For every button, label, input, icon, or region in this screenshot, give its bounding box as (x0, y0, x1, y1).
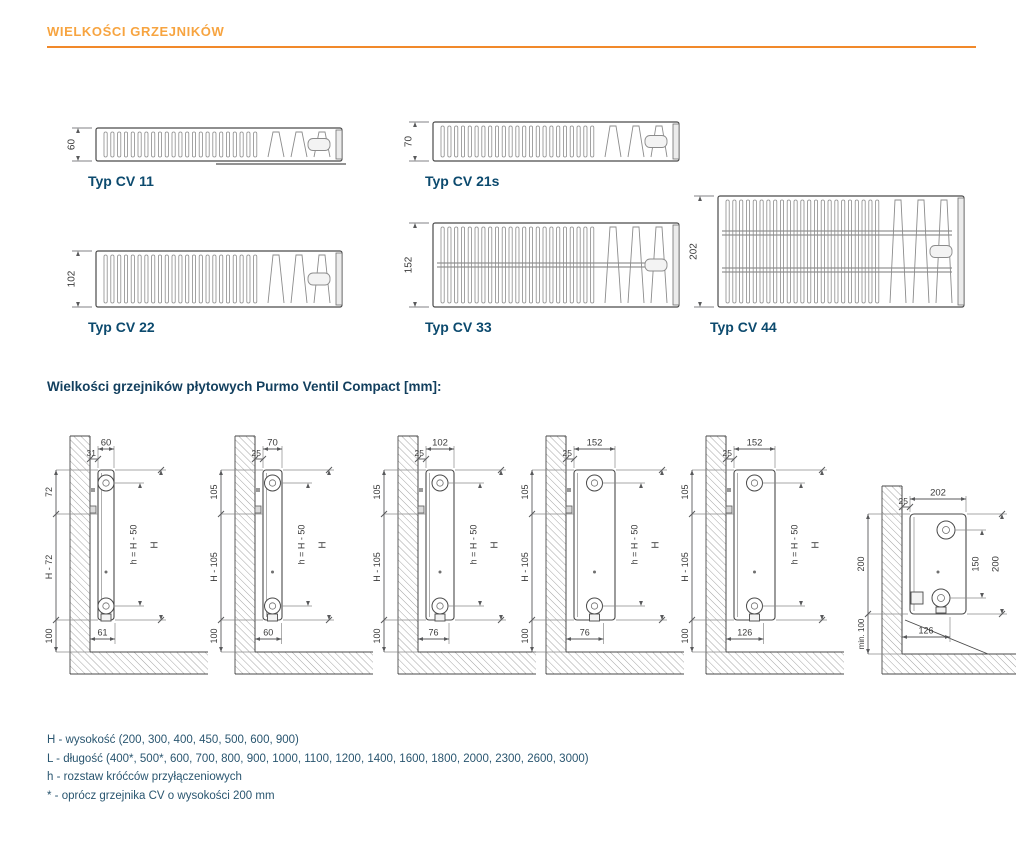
svg-text:126: 126 (737, 627, 753, 638)
cv11-type-label: Typ CV 11 (88, 173, 154, 189)
legend-line-H: H - wysokość (200, 300, 400, 450, 500, 600, 900) (47, 734, 299, 746)
svg-text:200: 200 (856, 556, 866, 572)
side-view-cv11 (40, 424, 212, 687)
side-view-cv44 (676, 424, 848, 687)
svg-text:60: 60 (263, 627, 274, 638)
side-view-cv22 (368, 424, 540, 687)
cv44-cross-section-drawing (680, 191, 970, 312)
cv22-side-view-drawing (368, 424, 540, 682)
cv11-cross-section-drawing (58, 123, 348, 166)
cv33-type-label: Typ CV 33 (425, 319, 492, 335)
svg-text:100: 100 (209, 628, 219, 644)
svg-text:70: 70 (267, 437, 278, 449)
cv21s-type-label: Typ CV 21s (425, 173, 500, 189)
section-title: Wielkości grzejników płytowych Purmo Ventil Compact [mm]: (47, 379, 442, 394)
svg-text:min. 100: min. 100 (857, 618, 866, 650)
svg-text:105: 105 (520, 484, 530, 500)
svg-text:202: 202 (688, 243, 700, 260)
svg-text:100: 100 (520, 628, 530, 644)
svg-text:202: 202 (930, 487, 946, 499)
svg-text:h = H - 50: h = H - 50 (296, 524, 307, 565)
cv33-cross-section-drawing (395, 218, 685, 312)
legend-line-L: L - długość (400*, 500*, 600, 700, 800, 900, 1000, 1100, 1200, 1400, 1600, 1800, 2000, 2300, 2600, 3000) (47, 752, 589, 765)
legend-line-star: * - oprócz grzejnika CV o wysokości 200 mm (47, 789, 275, 802)
svg-text:102: 102 (66, 270, 78, 288)
svg-text:H - 105: H - 105 (680, 552, 690, 582)
page-title: WIELKOŚCI GRZEJNIKÓW (47, 24, 225, 39)
svg-text:200: 200 (990, 556, 1002, 572)
svg-text:25: 25 (414, 448, 424, 458)
svg-text:H: H (149, 541, 161, 549)
svg-text:100: 100 (44, 628, 54, 644)
svg-text:61: 61 (97, 627, 108, 638)
cv22-type-label: Typ CV 22 (88, 319, 155, 335)
side-view-cv33 (516, 424, 688, 687)
svg-text:100: 100 (680, 628, 690, 644)
cv22-cross-section-drawing (58, 246, 348, 312)
cv44-side-view-drawing (676, 424, 848, 682)
svg-text:102: 102 (432, 437, 448, 449)
title-underline (47, 46, 976, 48)
svg-text:70: 70 (403, 135, 415, 148)
svg-text:25: 25 (562, 448, 572, 458)
svg-text:152: 152 (746, 437, 763, 449)
svg-text:152: 152 (403, 256, 415, 274)
svg-text:105: 105 (209, 484, 219, 500)
legend-line-h: h - rozstaw króćców przyłączeniowych (47, 771, 242, 783)
svg-text:31: 31 (86, 448, 96, 458)
radiator-type-cv21s (395, 117, 685, 189)
radiator-type-cv33 (395, 218, 685, 335)
svg-text:105: 105 (372, 484, 382, 500)
radiator-type-cv44 (680, 191, 970, 335)
svg-text:76: 76 (579, 627, 590, 638)
cv44-type-label: Typ CV 44 (710, 319, 777, 335)
svg-text:100: 100 (372, 628, 382, 644)
radiator-type-cv11 (58, 123, 348, 189)
cv21s-cross-section-drawing (395, 117, 685, 166)
svg-text:76: 76 (428, 627, 439, 638)
svg-text:h = H - 50: h = H - 50 (629, 524, 640, 565)
svg-text:H - 105: H - 105 (372, 552, 382, 582)
svg-text:72: 72 (44, 486, 54, 498)
side-view-cv21s (205, 424, 377, 687)
svg-text:105: 105 (680, 484, 690, 500)
svg-text:H - 72: H - 72 (44, 554, 54, 580)
svg-text:H: H (489, 541, 501, 549)
svg-text:25: 25 (251, 448, 261, 458)
svg-text:H: H (810, 541, 822, 549)
cv11-side-view-drawing (40, 424, 212, 682)
svg-text:H - 105: H - 105 (520, 552, 530, 582)
svg-text:25: 25 (898, 496, 908, 506)
dimension-legend (47, 731, 589, 805)
cv21s-side-view-drawing (205, 424, 377, 682)
svg-text:126: 126 (918, 625, 934, 636)
svg-text:60: 60 (100, 437, 112, 449)
side-view-cv44-low (852, 468, 1027, 691)
svg-text:h = H - 50: h = H - 50 (789, 524, 800, 565)
svg-text:H: H (317, 541, 329, 549)
svg-text:152: 152 (586, 437, 603, 449)
svg-text:60: 60 (66, 138, 78, 151)
cv33-side-view-drawing (516, 424, 688, 682)
cv44-low-side-view-drawing (852, 468, 1027, 686)
svg-text:25: 25 (722, 448, 732, 458)
svg-text:h = H - 50: h = H - 50 (128, 524, 139, 565)
svg-text:H - 105: H - 105 (209, 552, 219, 582)
svg-text:H: H (650, 541, 662, 549)
svg-text:150: 150 (970, 556, 981, 572)
svg-text:h = H - 50: h = H - 50 (468, 524, 479, 565)
radiator-type-cv22 (58, 246, 348, 335)
